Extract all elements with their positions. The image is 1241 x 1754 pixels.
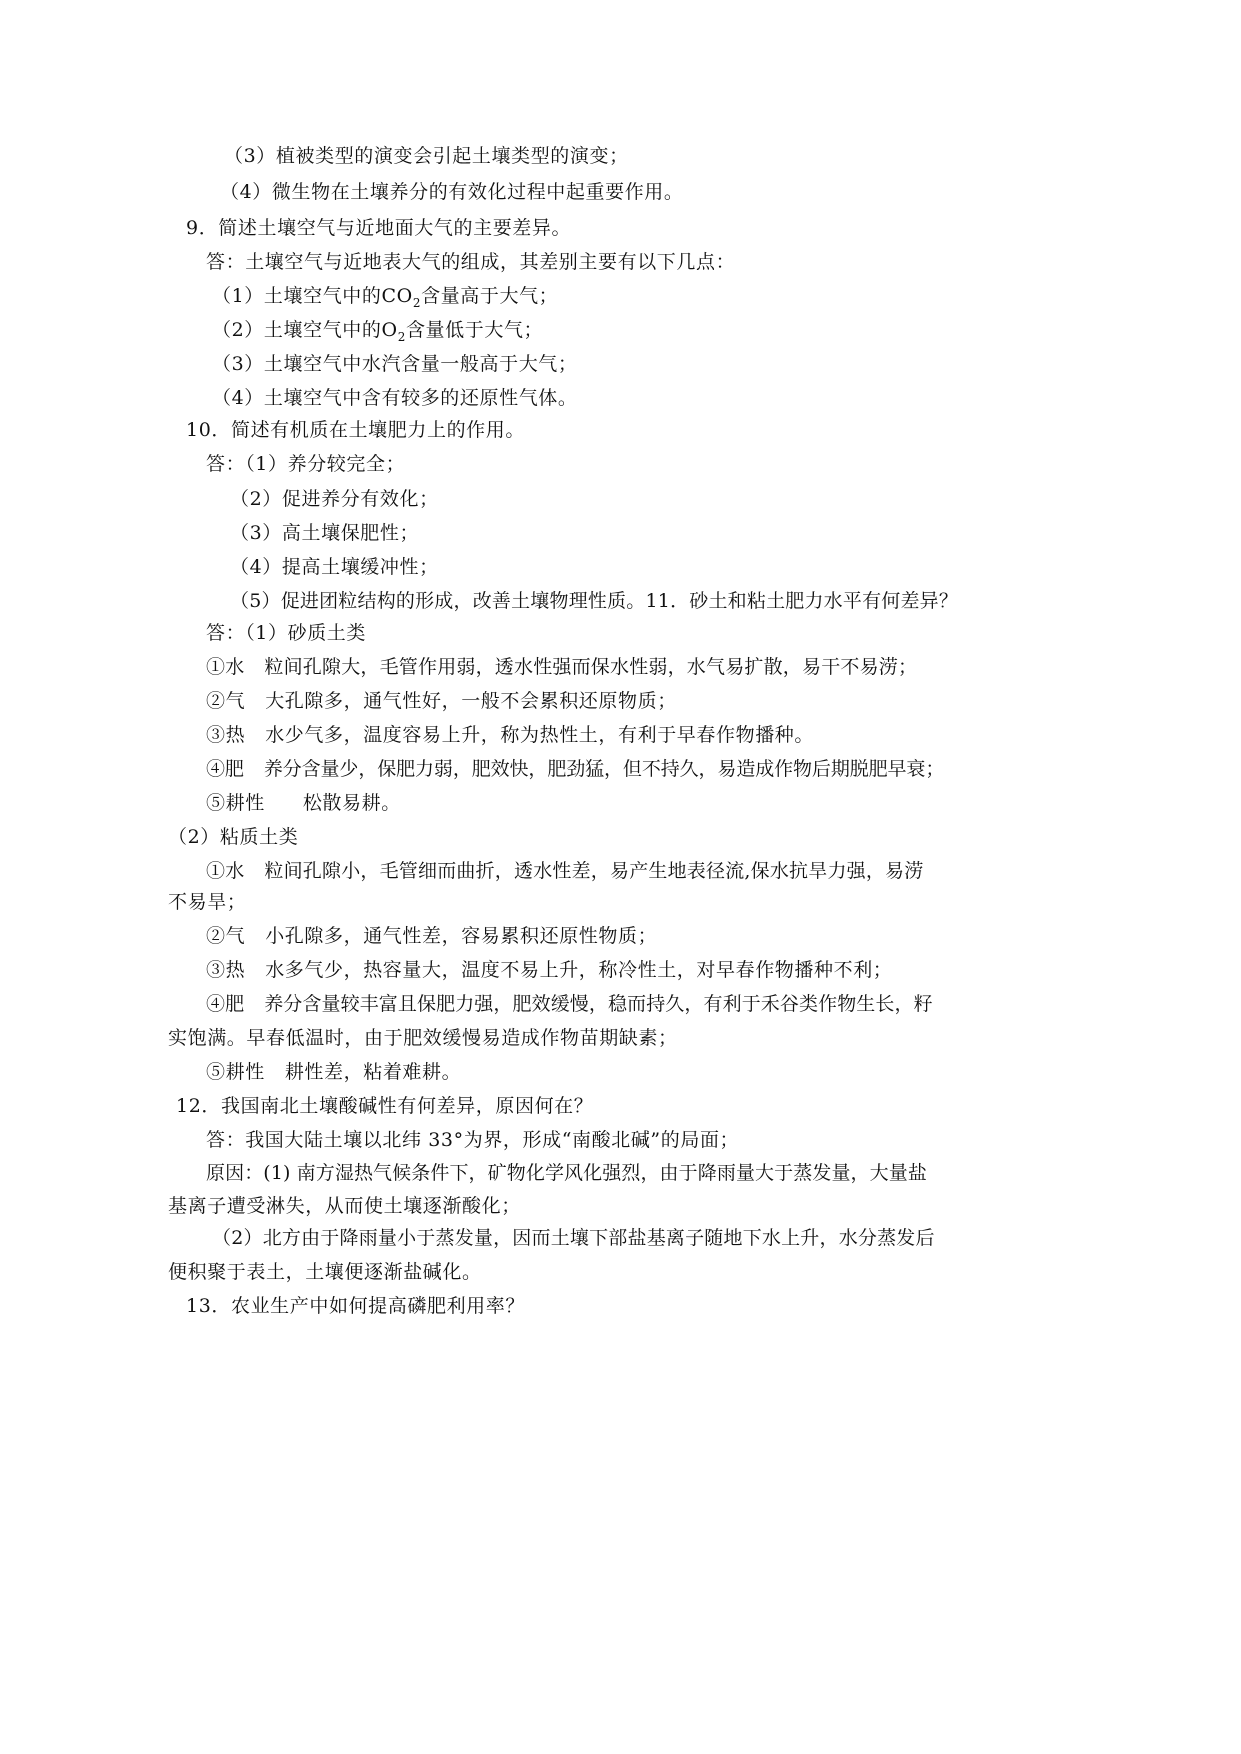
text-line: 便积聚于表土，土壤便逐渐盐碱化。 [168, 1261, 482, 1283]
text-line [206, 689, 677, 713]
answer-line: 答：（1）砂质土类 [206, 622, 366, 644]
text-line [212, 318, 543, 342]
item-label: ④肥 [206, 758, 244, 780]
answer-line: 答：我国大陆土壤以北纬 33°为界，形成“南酸北碱”的局面； [206, 1129, 740, 1151]
formula-subscript: 2 [397, 329, 406, 344]
text-line: （3）植被类型的演变会引起土壤类型的演变； [224, 145, 629, 167]
item-text: 小孔隙多，通气性差，容易累积还原性物质； [265, 925, 658, 947]
question-heading: 13．农业生产中如何提高磷肥利用率？ [186, 1295, 525, 1317]
text-line: （5）促进团粒结构的形成，改善土壤物理性质。11．砂土和粘土肥力水平有何差异？ [230, 590, 959, 612]
text-line [206, 655, 917, 679]
item-label: ⑤耕性 [206, 1061, 265, 1083]
text-line: 实饱满。早春低温时，由于肥效缓慢易造成作物苗期缺素； [168, 1027, 678, 1049]
item-label: ③热 [206, 724, 246, 746]
text-line [212, 284, 558, 308]
item-label: ②气 [206, 925, 246, 947]
text-line [206, 924, 657, 948]
text-line: （4）微生物在土壤养分的有效化过程中起重要作用。 [220, 181, 684, 203]
formula-co2 [381, 285, 422, 310]
text-line: 原因：(1) 南方湿热气候条件下，矿物化学风化强烈，由于降雨量大于蒸发量，大量盐 [206, 1162, 927, 1184]
text-line: （2）粘质土类 [168, 826, 299, 848]
text-line: 不易旱； [168, 891, 247, 913]
text-span: （1）土壤空气中的 [212, 285, 382, 307]
text-line: 基离子遭受淋失，从而使土壤逐渐酸化； [168, 1195, 521, 1217]
text-line [206, 791, 401, 815]
text-line: （3）土壤空气中水汽含量一般高于大气； [212, 353, 578, 375]
item-text: 水多气少，热容量大，温度不易上升，称冷性土，对早春作物播种不利； [265, 959, 893, 981]
item-text: 粒间孔隙小，毛管细而曲折，透水性差，易产生地表径流,保水抗旱力强，易涝 [264, 860, 924, 882]
text-span: 含量高于大气； [421, 285, 559, 307]
question-heading: 10．简述有机质在土壤肥力上的作用。 [186, 419, 525, 441]
item-text: 养分含量少，保肥力弱，肥效快，肥劲猛，但不持久，易造成作物后期脱肥早衰； [263, 758, 945, 780]
question-heading: 12．我国南北土壤酸碱性有何差异，原因何在？ [176, 1095, 594, 1117]
text-line [206, 992, 933, 1016]
item-text: 粒间孔隙大，毛管作用弱，透水性强而保水性弱，水气易扩散，易干不易涝； [264, 656, 918, 678]
formula-subscript: 2 [412, 295, 422, 310]
formula-main: O [381, 319, 398, 341]
text-line [206, 723, 814, 747]
item-text: 松散易耕。 [302, 792, 401, 814]
text-line [206, 757, 944, 781]
item-label: ①水 [206, 656, 245, 678]
formula-main: CO [381, 285, 413, 307]
item-text: 大孔隙多，通气性好，一般不会累积还原物质； [265, 690, 677, 712]
question-heading: 9．简述土壤空气与近地面大气的主要差异。 [186, 217, 572, 239]
item-label: ⑤耕性 [206, 792, 265, 814]
formula-o2 [381, 319, 406, 344]
item-label: ②气 [206, 690, 246, 712]
text-line: （2）促进养分有效化； [230, 488, 439, 510]
text-line: （4）提高土壤缓冲性； [230, 556, 439, 578]
text-span: 含量低于大气； [405, 319, 544, 341]
answer-line: 答：土壤空气与近地表大气的组成，其差别主要有以下几点： [206, 251, 736, 273]
text-line: （2）北方由于降雨量小于蒸发量，因而土壤下部盐基离子随地下水上升，水分蒸发后 [212, 1227, 935, 1249]
text-line [206, 958, 892, 982]
item-label: ①水 [206, 860, 245, 882]
text-line [206, 1060, 461, 1084]
item-label: ③热 [206, 959, 246, 981]
item-text: 耕性差，粘着难耕。 [284, 1061, 462, 1083]
text-line: （3）高土壤保肥性； [230, 522, 420, 544]
answer-line: 答：（1）养分较完全； [206, 453, 406, 475]
item-text: 水少气多，温度容易上升，称为热性土，有利于早春作物播种。 [265, 724, 815, 746]
item-label: ④肥 [206, 993, 245, 1015]
text-line: （4）土壤空气中含有较多的还原性气体。 [212, 387, 578, 409]
text-span: （2）土壤空气中的 [212, 319, 382, 341]
item-text: 养分含量较丰富且保肥力强，肥效缓慢，稳而持久，有利于禾谷类作物生长，籽 [264, 993, 933, 1015]
text-line [206, 859, 923, 883]
